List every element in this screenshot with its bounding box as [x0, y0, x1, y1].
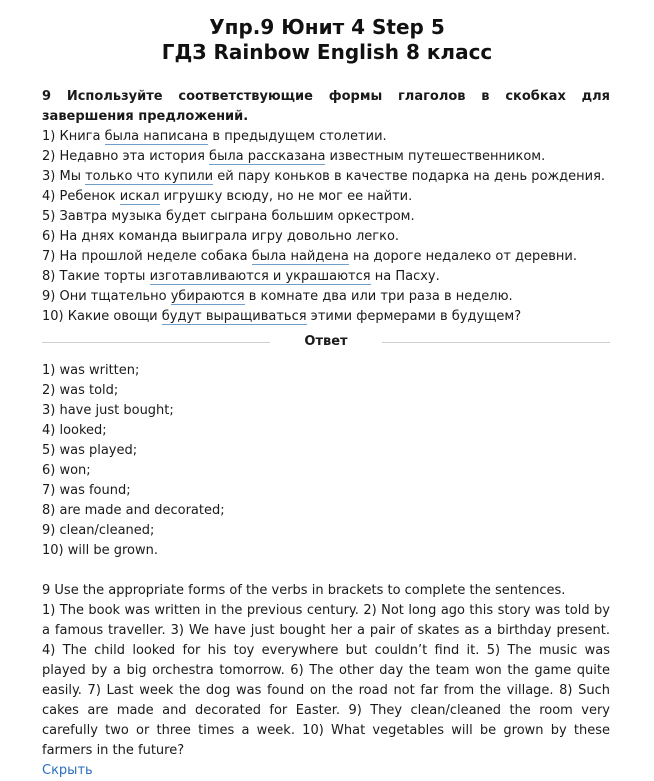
task-list	[42, 127, 610, 327]
answer-item: 4) looked;	[42, 423, 107, 438]
task-item	[42, 287, 610, 307]
answer-item: 2) was told;	[42, 383, 119, 398]
answer-list	[42, 361, 610, 561]
highlighted-verb: будут выращиваться	[161, 309, 307, 324]
task-item	[42, 167, 610, 187]
divider-line-right	[382, 342, 610, 343]
highlighted-verb: убираются	[170, 289, 245, 304]
task-item	[42, 307, 610, 327]
answer-divider	[42, 332, 610, 352]
task-item-text: в предыдущем столетии.	[208, 129, 387, 144]
task-item	[42, 147, 610, 167]
task-item	[42, 227, 610, 247]
highlighted-verb: была написана	[104, 129, 209, 144]
task-item	[42, 247, 610, 267]
task-item	[42, 267, 610, 287]
task-item-text: 8) Такие торты	[42, 269, 150, 284]
translation-heading: 9 Use the appropriate forms of the verbs in brackets to complete the sentences.	[42, 583, 566, 598]
answer-item: 5) was played;	[42, 443, 138, 458]
task-item-text: 9) Они тщательно	[42, 289, 171, 304]
answer-item: 3) have just bought;	[42, 403, 174, 418]
task-item-text: в комнате два или три раза в неделю.	[244, 289, 513, 304]
answer-item: 8) are made and decorated;	[42, 503, 225, 518]
task-item-text: 7) На прошлой неделе собака	[42, 249, 252, 264]
task-item-text: на Пасху.	[370, 269, 440, 284]
task-item-text: 4) Ребенок	[42, 189, 120, 204]
task-item-text: 2) Недавно эта история	[42, 149, 210, 164]
task-item-text: ей пару коньков в качестве подарка на день рождения.	[213, 169, 606, 184]
highlighted-verb: была рассказана	[209, 149, 326, 164]
task-item-text: 1) Книга	[42, 129, 105, 144]
translation-block	[42, 581, 610, 761]
task-item-text: 5) Завтра музыка будет сыграна большим оркестром.	[42, 209, 415, 224]
highlighted-verb: только что купили	[85, 169, 214, 184]
task-item-text: 3) Мы	[42, 169, 86, 184]
page-subtitle: ГДЗ Rainbow English 8 класс	[161, 40, 493, 64]
hide-link[interactable]: Скрыть	[42, 763, 93, 778]
main-content	[42, 87, 610, 781]
task-item	[42, 127, 610, 147]
highlighted-verb: искал	[119, 189, 160, 204]
task-item-text: этими фермерами в будущем?	[306, 309, 522, 324]
task-item-text: 10) Какие овощи	[42, 309, 162, 324]
highlighted-verb: была найдена	[251, 249, 349, 264]
answer-item: 7) was found;	[42, 483, 131, 498]
task-item-text: известным путешественником.	[325, 149, 546, 164]
task-item	[42, 207, 610, 227]
task-item	[42, 187, 610, 207]
answer-item: 1) was written;	[42, 363, 140, 378]
task-item-text: игрушку всюду, но не мог ее найти.	[159, 189, 413, 204]
highlighted-verb: изготавливаются и украшаются	[149, 269, 371, 284]
task-item-text: 6) На днях команда выиграла игру довольно легко.	[42, 229, 400, 244]
answer-item: 6) won;	[42, 463, 91, 478]
answer-heading: Ответ	[304, 334, 348, 349]
task-heading: 9 Используйте соответствующие формы глаголов в скобках для завершения предложений.	[42, 89, 610, 124]
answer-item: 9) clean/cleaned;	[42, 523, 155, 538]
answer-item: 10) will be grown.	[42, 543, 158, 558]
task-item-text: на дороге недалеко от деревни.	[348, 249, 578, 264]
page-title: Упр.9 Юнит 4 Step 5	[209, 15, 445, 39]
translation-text: 1) The book was written in the previous century. 2) Not long ago this story was told by a famous traveller. 3) We have just bought her a pair of skates as a birthday present. 4) The child looked for his toy everywhere but couldn’t find it. 5) The music was played by a big orchestra tomorrow. 6) The other day the team won the game quite easily. 7) Last week the dog was found on the road not far from the village. 8) Such cakes are made and decorated for Easter. 9) They clean/cleaned the room very carefully two or three times a week. 10) What vegetables will be grown by these farmers in the future?	[42, 603, 610, 758]
